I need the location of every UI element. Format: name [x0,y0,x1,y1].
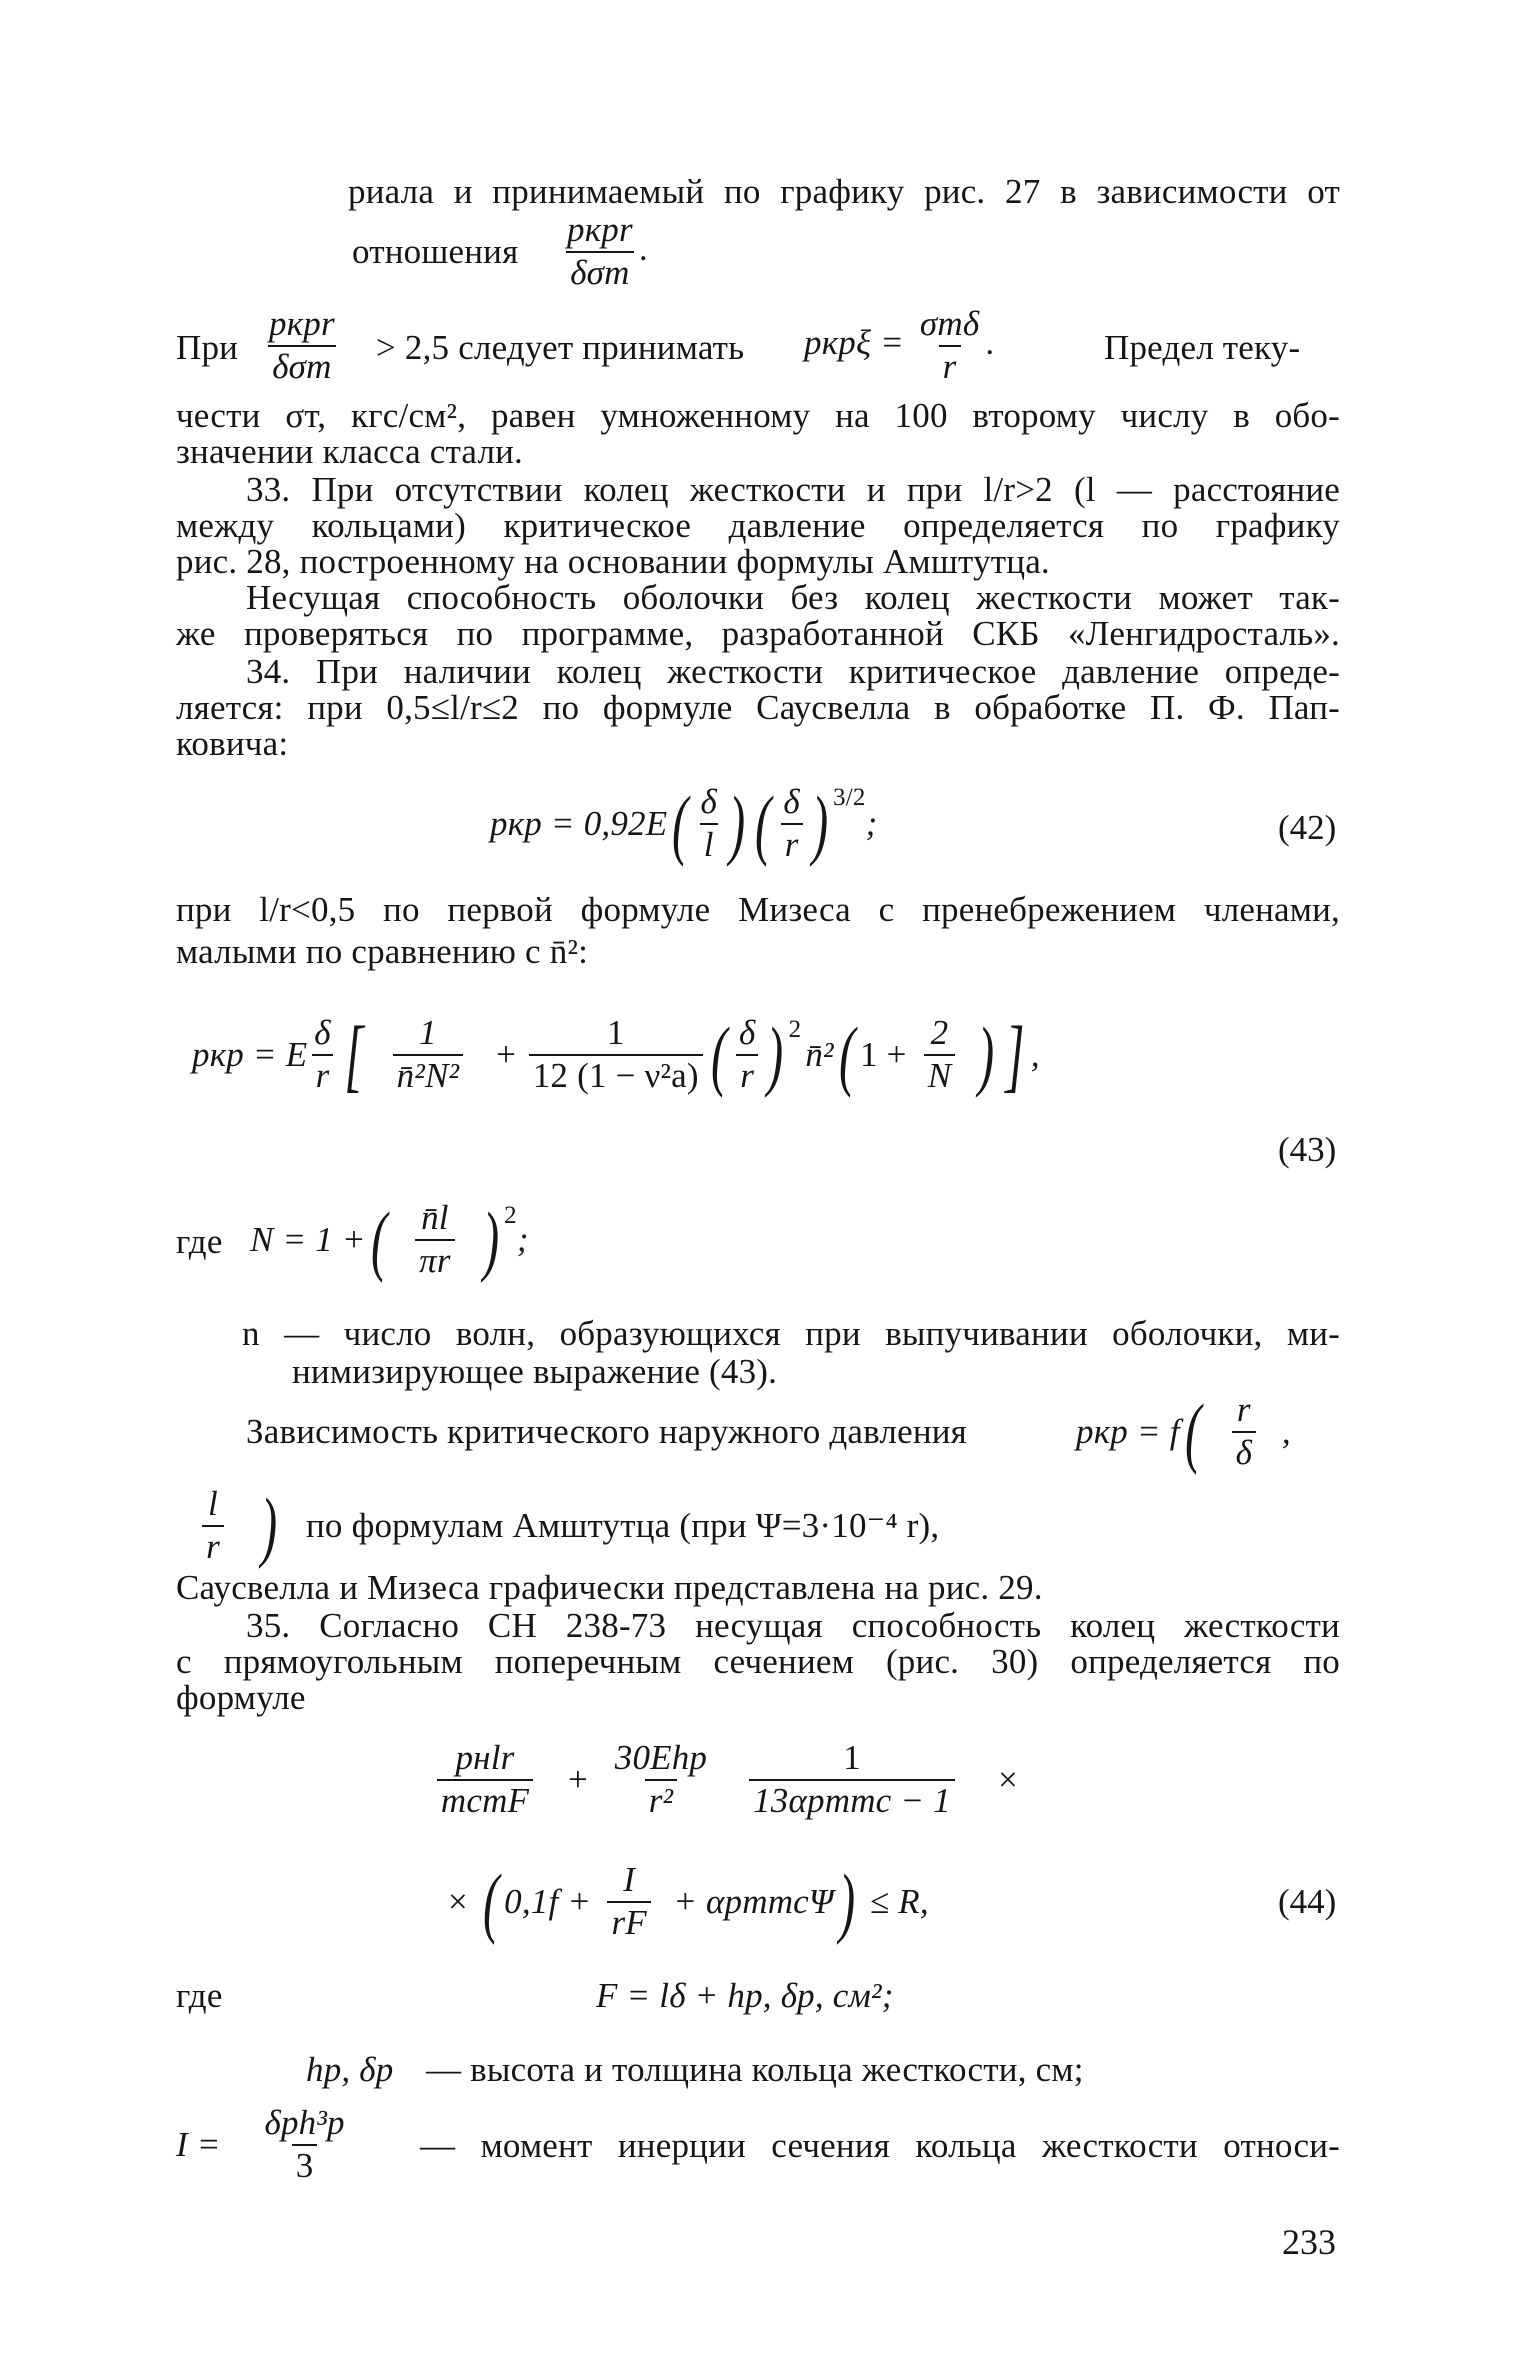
text-line: по формулам Амштутца (при Ψ=3·10⁻⁴ r), [306,1506,940,1545]
text-line: рис. 28, построенному на основании формулы Амштутца. [176,542,1050,581]
equation-number: (43) [1278,1130,1337,1169]
text-line: При [176,328,239,367]
formula-yield: pкрξ = $\frac{\text{σтδ}}{r}$ . [804,304,996,386]
text-line: ляется: при 0,5≤l/r≤2 по формуле Саусвелла в обработке П. Ф. Пап- [176,688,1340,727]
text-line: чести σт, кгс/см², равен умноженному на 100 второму числу в обо- [176,396,1340,435]
text-line: Саусвелла и Мизеса графически представлена на рис. 29. [176,1568,1043,1607]
text-line: Несущая способность оболочки без колец жесткости может так- [246,578,1340,617]
formula-dependence: pкр = f ( $\frac{r}{\delta}$ , [1076,1388,1291,1475]
text-line: между кольцами) критическое давление определяется по графику [176,506,1340,545]
text-line: Зависимость критического наружного давления [246,1412,967,1451]
text-line: при l/r<0,5 по первой формуле Мизеса с пренебрежением членами, [176,890,1340,929]
text-line: > 2,5 следует принимать [376,328,745,367]
text-line: где [176,1976,223,2015]
text-line: формуле [176,1678,306,1717]
symbol-hp: hр, δр [306,2050,394,2089]
text-line: отношения [352,232,519,271]
equation-43: pкр = E $\frac{\delta}{r}$ [ $\frac{1}{\text{n̄²N²}}$ + $\frac{1}{\text{12 (1 − ν²а)}}$ ( $\frac{\delta}{r}$ ) $^2$ n̄² ( 1 + $\frac{2}{N}$ ) ] , [192,1009,1040,1100]
text-line: нимизирующее выражение (43). [292,1352,778,1391]
text-line: 35. Согласно СН 238-73 несущая способность колец жесткости [246,1606,1340,1645]
equation-number: (42) [1278,808,1337,847]
formula-I: I = $\frac{\text{δрh³р}}{3}$ [176,2103,345,2185]
text-line: же проверяться по программе, разработанной СКБ «Ленгидросталь». [176,614,1340,653]
text-line: — момент инерции сечения кольца жесткости относи- [420,2126,1340,2165]
text-line: риала и принимаемый по графику рис. 27 в зависимости от [348,172,1340,211]
equation-42: pкр = 0,92E ( $\frac{\delta}{l}$ ) ( $\frac{\delta}{r}$ ) $^{3/2}$ ; [490,780,878,867]
formula-ratio: $\frac{\text{pкрr}}{\text{δσт}}$ [269,304,335,386]
text-line: ковича: [176,724,289,763]
equation-number: (44) [1278,1882,1337,1921]
text-line: малыми по сравнению с n̄²: [176,932,589,971]
text-line: с прямоугольным поперечным сечением (рис. 30) определяется по [176,1642,1340,1681]
formula-F: F = lδ + hр, δр, см²; [596,1976,894,2015]
formula-dependence-cont: $\frac{l}{r}$ ) [170,1478,282,1574]
text-line: 34. При наличии колец жесткости критическое давление опреде- [246,652,1340,691]
equation-44-line1: $\frac{\text{pнlr}}{\text{mсmF}}$ + $\frac{\text{30Ehр}}{\text{r²}}$ $\frac{1}{\text{13αрmmс − 1}}$ × [412,1730,1018,1830]
text-line: где [176,1222,223,1261]
equation-44-line2: × ( 0,1f + $\frac{I}{rF}$ + αрmmсΨ ) ≤ R, [448,1858,929,1945]
text-line: 33. При отсутствии колец жесткости и при l/r>2 (l — расстояние [246,470,1340,509]
page-number: 233 [1282,2222,1336,2262]
text-line: — высота и толщина кольца жесткости, см; [426,2050,1084,2089]
formula-ratio: $\frac{\text{pкрr}}{\text{δσт}}$ . [567,210,649,292]
text-line: значении класса стали. [176,432,524,471]
text-line: Предел теку- [1104,328,1301,367]
formula-N: N = 1 + ( $\frac{n̄l}{\pi r}$ ) $^2$ ; [250,1196,529,1283]
text-line: n — число волн, образующихся при выпучивании оболочки, ми- [242,1314,1340,1353]
